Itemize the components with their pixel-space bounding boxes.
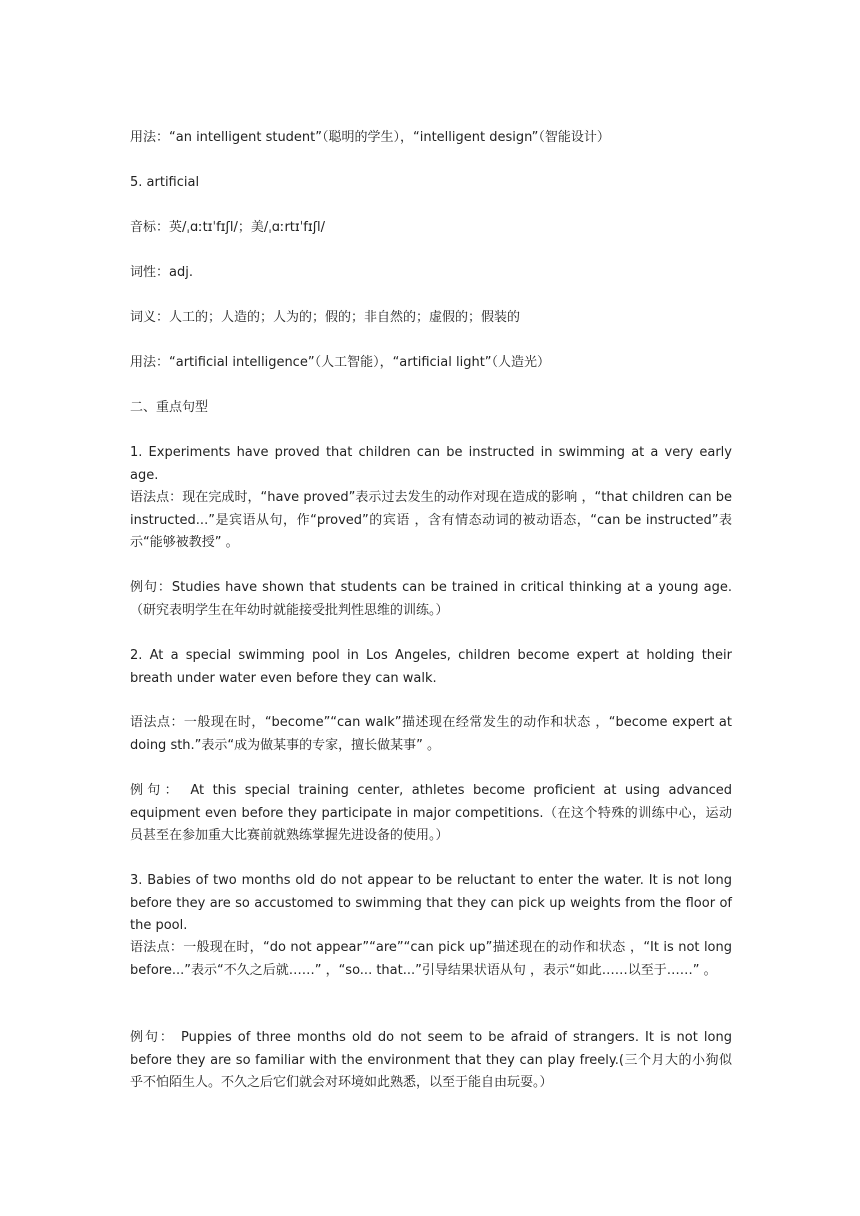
word-heading-artificial: 5. artificial bbox=[130, 175, 200, 190]
grammar-point-1: 语法点：现在完成时，“have proved”表示过去发生的动作对现在造成的影响 ，“that children can be instructed...”是宾语从句，作“proved”的宾语 ，含有情态动词的被动语态，“can be instructed”表示“能够被教授” 。 bbox=[130, 490, 732, 550]
meaning-artificial: 词义：人工的；人造的；人为的；假的；非自然的；虚假的；假装的 bbox=[130, 310, 521, 325]
phonetic-artificial: 音标：英/ˌɑːtɪˈfɪʃl/；美/ˌɑːrtɪˈfɪʃl/ bbox=[130, 220, 326, 235]
grammar-point-3: 语法点：一般现在时，“do not appear”“are”“can pick up”描述现在的动作和状态 ，“It is not long before...”表示“不久之后就……” ，“so... that...”引导结果状语从句 ，表示“如此……以至于……” 。 bbox=[130, 940, 732, 978]
usage-artificial: 用法：“artificial intelligence”（人工智能），“artificial light”（人造光） bbox=[130, 355, 551, 370]
part-of-speech: 词性：adj. bbox=[130, 265, 193, 280]
section-heading-key-sentences: 二、重点句型 bbox=[130, 400, 209, 415]
grammar-point-2: 语法点：一般现在时，“become”“can walk”描述现在经常发生的动作和状态 ，“become expert at doing sth.”表示“成为做某事的专家，擅长做某事” 。 bbox=[130, 715, 732, 753]
sentence-2: 2. At a special swimming pool in Los Angeles, children become expert at holding their breath under water even before they can walk. bbox=[130, 648, 732, 686]
sentence-3: 3. Babies of two months old do not appear to be reluctant to enter the water. It is not long before they are so accustomed to swimming that they can pick up weights from the floor of the pool. bbox=[130, 873, 732, 933]
sentence-1: 1. Experiments have proved that children can be instructed in swimming at a very early age. bbox=[130, 445, 732, 483]
usage-intelligent: 用法：“an intelligent student”（聪明的学生），“intelligent design”（智能设计） bbox=[130, 130, 610, 145]
example-2: 例句： At this special training center, athletes become proficient at using advanced equipment even before they participate in major competitions.（在这个特殊的训练中心，运动员甚至在参加重大比赛前就熟练掌握先进设备的使用。） bbox=[130, 783, 732, 843]
example-1: 例句：Studies have shown that students can be trained in critical thinking at a young age.（研究表明学生在年幼时就能接受批判性思维的训练。） bbox=[130, 580, 732, 618]
example-3: 例句： Puppies of three months old do not seem to be afraid of strangers. It is not long before they are so familiar with the environment that they can play freely.(三个月大的小狗似乎不怕陌生人。不久之后它们就会对环境如此熟悉，以至于能自由玩耍。） bbox=[130, 1030, 732, 1090]
